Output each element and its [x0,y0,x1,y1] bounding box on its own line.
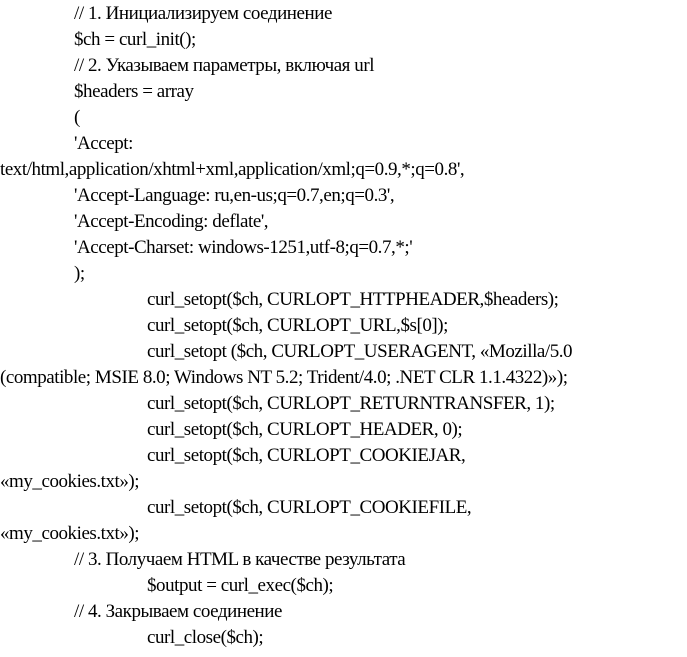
code-line: $ch = curl_init(); [74,29,196,50]
code-line: «my_cookies.txt»); [0,523,140,544]
code-line: curl_setopt($ch, CURLOPT_RETURNTRANSFER, 1); [147,393,555,414]
code-line: curl_close($ch); [147,627,264,648]
code-line: ); [74,263,85,284]
code-line: 'Accept: [74,133,133,154]
code-line: curl_setopt($ch, CURLOPT_COOKIEJAR, [147,445,466,466]
code-line: // 3. Получаем HTML в качестве результата [74,549,406,570]
code-line: 'Accept-Encoding: deflate', [74,211,269,232]
code-line: (compatible; MSIE 8.0; Windows NT 5.2; Trident/4.0; .NET CLR 1.1.4322)»); [0,367,568,388]
code-line: curl_setopt($ch, CURLOPT_HEADER, 0); [147,419,463,440]
code-line: // 2. Указываем параметры, включая url [74,55,375,76]
code-line: ( [74,107,80,128]
code-line: $output = curl_exec($ch); [147,575,334,596]
code-line: text/html,application/xhtml+xml,application/xml;q=0.9,*;q=0.8', [0,159,465,180]
code-line: «my_cookies.txt»); [0,471,140,492]
code-line: curl_setopt ($ch, CURLOPT_USERAGENT, «Mozilla/5.0 [147,341,573,362]
code-line: 'Accept-Language: ru,en-us;q=0.7,en;q=0.3', [74,185,395,206]
code-line: $headers = array [74,81,194,102]
code-line: // 4. Закрываем соединение [74,601,282,622]
code-line: // 1. Инициализируем соединение [74,3,332,24]
code-line: curl_setopt($ch, CURLOPT_URL,$s[0]); [147,315,448,336]
code-line: curl_setopt($ch, CURLOPT_HTTPHEADER,$headers); [147,289,559,310]
code-line: 'Accept-Charset: windows-1251,utf-8;q=0.7,*;' [74,237,413,258]
code-line: curl_setopt($ch, CURLOPT_COOKIEFILE, [147,497,472,518]
